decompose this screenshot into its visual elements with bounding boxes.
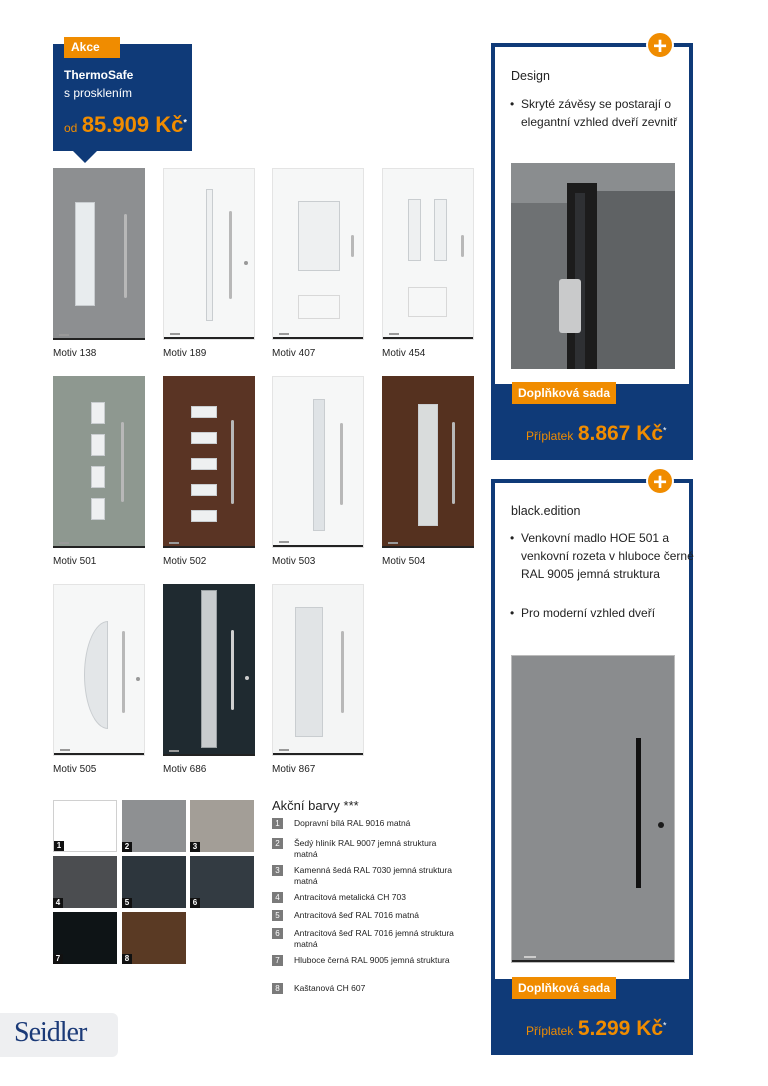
color-list-item: [272, 955, 454, 966]
color-list-item: [272, 838, 454, 860]
door-plaque: [170, 333, 180, 335]
color-swatch[interactable]: [190, 800, 254, 852]
door-threshold: [54, 753, 144, 755]
black-edition-bullet-text: Venkovní madlo HOE 501 a venkovní rozeta v hluboce černé RAL 9005 jemná struktura: [521, 531, 694, 581]
color-list-number: 5: [272, 910, 283, 921]
door-plaque: [59, 542, 69, 544]
door-threshold: [383, 337, 473, 339]
door-plaque: [388, 542, 398, 544]
door-glass: [295, 607, 323, 737]
color-swatch[interactable]: [53, 912, 117, 964]
color-list-text: Šedý hliník RAL 9007 jemná struktura matná: [294, 838, 437, 859]
promo-title: ThermoSafe: [64, 68, 134, 82]
color-list-text: Hluboce černá RAL 9005 jemná struktura: [294, 955, 450, 965]
bullet-dot: •: [510, 531, 515, 545]
door-glass: [75, 202, 95, 306]
door-threshold: [163, 546, 255, 548]
door-handle: [121, 422, 124, 502]
door-glass: [191, 484, 217, 496]
door-label: Motiv 503: [272, 556, 316, 567]
door-motiv-501[interactable]: [53, 376, 145, 548]
door-threshold: [382, 546, 474, 548]
color-list-item: [272, 983, 454, 994]
design-bullet: [510, 95, 696, 131]
door-glass: [84, 621, 108, 729]
color-list-text: Kamenná šedá RAL 7030 jemná struktura matná: [294, 865, 452, 886]
door-label: Motiv 501: [53, 556, 97, 567]
promo-subtitle: s prosklením: [64, 86, 133, 100]
hidden-hinge-photo: [511, 163, 675, 369]
door-plaque: [169, 542, 179, 544]
door-threshold: [164, 337, 254, 339]
color-list-number: 6: [272, 928, 283, 939]
black-edition-title: black.edition: [511, 504, 581, 518]
door-handle: [231, 630, 234, 710]
door-glass: [298, 201, 340, 271]
door-handle: [229, 211, 232, 299]
bullet-dot: •: [510, 97, 515, 111]
door-handle: [461, 235, 464, 257]
door-label: Motiv 867: [272, 764, 316, 775]
swatch-number: 2: [122, 842, 132, 852]
door-glass: [91, 402, 105, 424]
door-threshold: [163, 754, 255, 756]
door-glass: [191, 510, 217, 522]
door-motiv-505[interactable]: [53, 584, 145, 756]
door-handle: [124, 214, 127, 298]
black-edition-bullet: [510, 604, 696, 622]
surcharge-asterisk: *: [663, 1020, 667, 1031]
surcharge-asterisk: *: [663, 425, 667, 436]
surcharge-label: Příplatek: [526, 429, 574, 443]
promo-price-asterisk: *: [183, 117, 187, 128]
door-motiv-503[interactable]: [272, 376, 364, 548]
door-motiv-867[interactable]: [272, 584, 364, 756]
plus-icon: +: [646, 467, 674, 495]
color-swatch[interactable]: [53, 800, 117, 852]
plus-icon: +: [646, 31, 674, 59]
door-glass: [91, 466, 105, 488]
promo-price-prefix: od: [64, 121, 78, 135]
door-label: Motiv 686: [163, 764, 207, 775]
door-glass: [313, 399, 325, 531]
door-threshold: [53, 546, 145, 548]
swatch-number: 1: [54, 841, 64, 851]
swatch-number: 8: [122, 954, 132, 964]
bullet-dot: •: [510, 606, 515, 620]
door-label: Motiv 407: [272, 348, 316, 359]
door-plaque: [279, 333, 289, 335]
door-glass: [91, 498, 105, 520]
door-plaque: [59, 334, 69, 336]
color-swatch[interactable]: [122, 800, 186, 852]
brand-logo[interactable]: Seidler: [14, 1017, 87, 1048]
color-list-number: 7: [272, 955, 283, 966]
door-panel: [298, 295, 340, 319]
door-handle: [351, 235, 354, 257]
door-label: Motiv 504: [382, 556, 426, 567]
door-glass: [408, 199, 421, 261]
door-panel: [408, 287, 447, 317]
door-knob: [244, 261, 248, 265]
color-list-number: 3: [272, 865, 283, 876]
door-threshold: [273, 753, 363, 755]
door-label: Motiv 502: [163, 556, 207, 567]
addon-tag: Doplňková sada: [512, 382, 616, 404]
surcharge-value: 8.867 Kč: [577, 422, 664, 445]
door-knob: [136, 677, 140, 681]
door-motiv-454[interactable]: [382, 168, 474, 340]
door-threshold: [273, 545, 363, 547]
door-motiv-686[interactable]: [163, 584, 255, 756]
color-list-item: [272, 910, 454, 921]
color-list-item: [272, 892, 454, 903]
door-handle: [341, 631, 344, 713]
color-list-item: [272, 928, 454, 950]
door-glass: [191, 406, 217, 418]
color-list-text: Kaštanová CH 607: [294, 983, 366, 993]
door-motiv-189[interactable]: [163, 168, 255, 340]
color-list-number: 4: [272, 892, 283, 903]
door-glass: [206, 189, 213, 321]
color-list-text: Antracitová šeď RAL 7016 matná: [294, 910, 419, 920]
swatch-number: 7: [53, 954, 63, 964]
color-list-item: [272, 818, 454, 829]
color-list-text: Dopravní bílá RAL 9016 matná: [294, 818, 411, 828]
door-label: Motiv 189: [163, 348, 207, 359]
black-edition-door-photo: [511, 655, 675, 963]
swatch-number: 5: [122, 898, 132, 908]
color-swatch[interactable]: [190, 856, 254, 908]
color-list-text: Antracitová metalická CH 703: [294, 892, 406, 902]
black-edition-bullet: [510, 529, 696, 583]
door-plaque: [279, 749, 289, 751]
door-handle: [231, 420, 234, 504]
black-edition-bullet-text: Pro moderní vzhled dveří: [521, 606, 656, 620]
door-glass: [191, 458, 217, 470]
door-threshold: [273, 337, 363, 339]
colors-title: Akční barvy ***: [272, 798, 359, 813]
door-motiv-138[interactable]: [53, 168, 145, 340]
addon-tag: Doplňková sada: [512, 977, 616, 999]
door-knob: [245, 676, 249, 680]
color-list-item: [272, 865, 454, 887]
color-swatch[interactable]: [122, 912, 186, 964]
door-plaque: [169, 750, 179, 752]
door-glass: [201, 590, 217, 748]
color-swatch[interactable]: [53, 856, 117, 908]
door-glass: [418, 404, 438, 526]
door-label: Motiv 138: [53, 348, 97, 359]
surcharge-label: Příplatek: [526, 1024, 574, 1038]
door-label: Motiv 505: [53, 764, 97, 775]
door-threshold: [53, 338, 145, 340]
door-motiv-407[interactable]: [272, 168, 364, 340]
promo-tag: Akce: [64, 37, 120, 58]
promo-price-value: 85.909 Kč: [81, 112, 184, 137]
design-surcharge: [526, 422, 667, 446]
door-label: Motiv 454: [382, 348, 426, 359]
color-swatch[interactable]: [122, 856, 186, 908]
swatch-number: 6: [190, 898, 200, 908]
door-plaque: [279, 541, 289, 543]
design-panel-title: Design: [511, 69, 550, 83]
swatch-number: 3: [190, 842, 200, 852]
door-plaque: [60, 749, 70, 751]
door-glass: [91, 434, 105, 456]
design-bullet-text: Skryté závěsy se postarají o elegantní vzhled dveří zevnitř: [521, 97, 678, 129]
door-motiv-504[interactable]: [382, 376, 474, 548]
door-handle: [340, 423, 343, 505]
door-plaque: [389, 333, 399, 335]
swatch-number: 4: [53, 898, 63, 908]
black-edition-surcharge: [526, 1017, 667, 1041]
color-list-number: 2: [272, 838, 283, 849]
door-handle: [122, 631, 125, 713]
surcharge-value: 5.299 Kč: [577, 1017, 664, 1040]
door-handle: [452, 422, 455, 504]
color-list-number: 1: [272, 818, 283, 829]
promo-badge-pointer: [72, 150, 98, 163]
door-motiv-502[interactable]: [163, 376, 255, 548]
promo-price: [64, 112, 187, 138]
color-list-text: Antracitová šeď RAL 7016 jemná struktura matná: [294, 928, 454, 949]
door-glass: [191, 432, 217, 444]
door-glass: [434, 199, 447, 261]
color-list-number: 8: [272, 983, 283, 994]
